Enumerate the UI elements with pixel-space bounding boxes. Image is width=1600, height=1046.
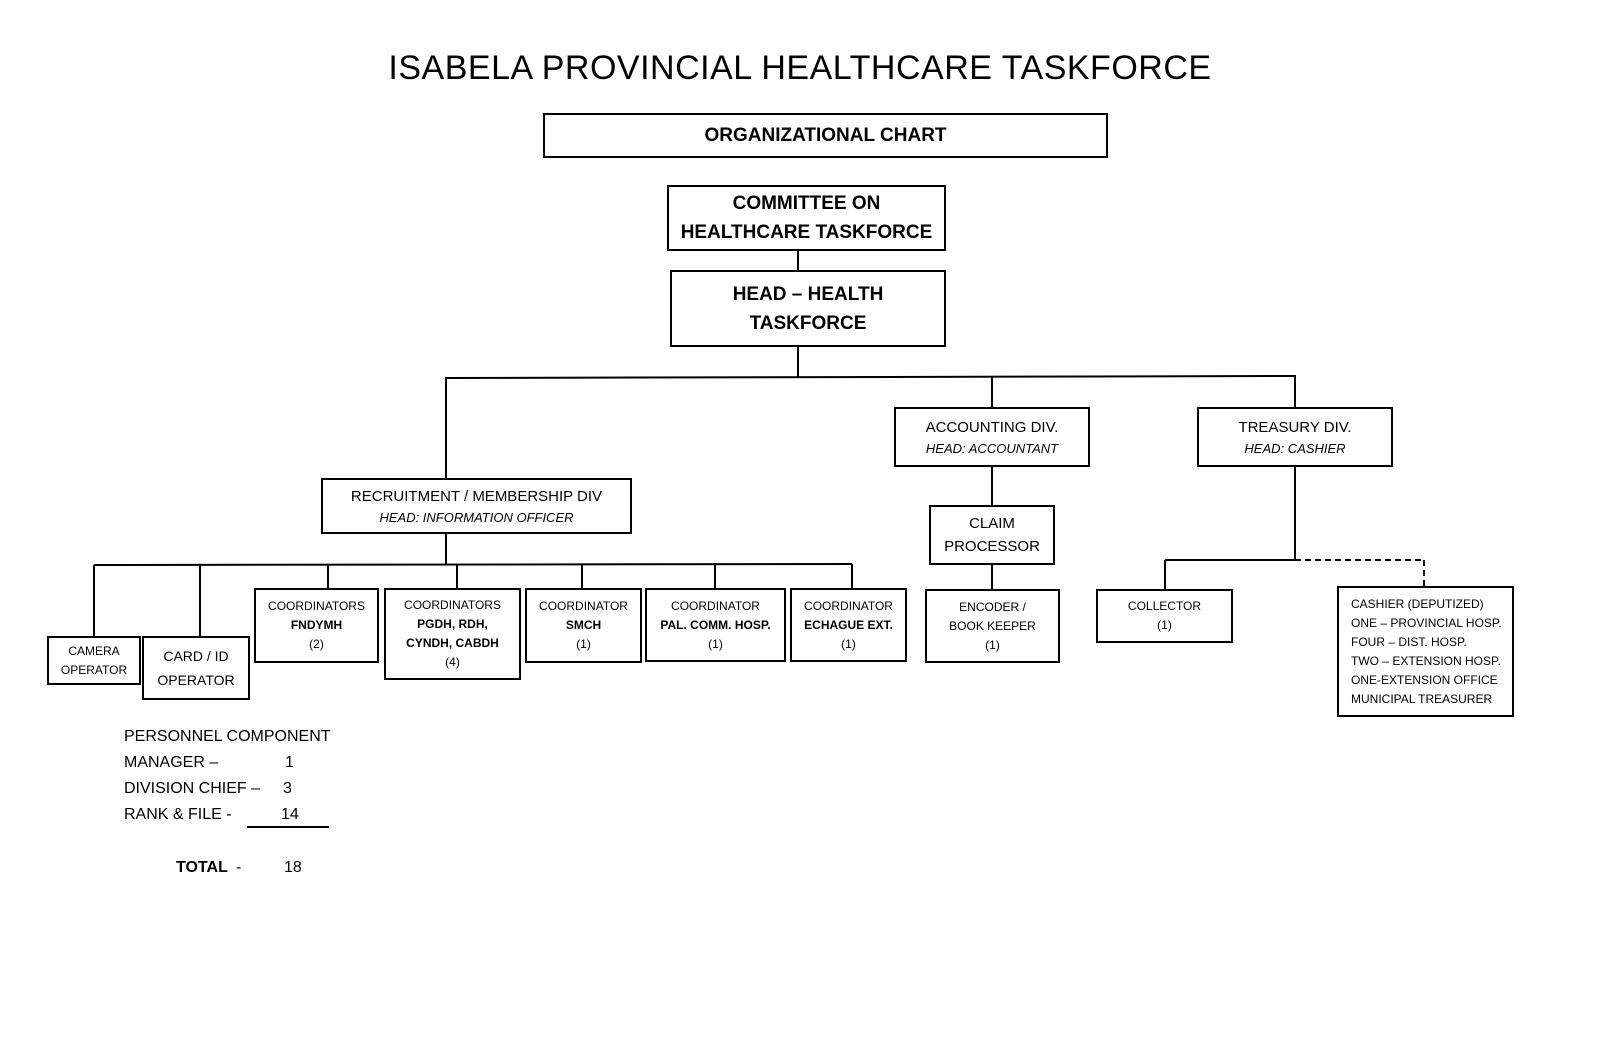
camera-operator-box <box>47 636 141 685</box>
personnel-row-label: DIVISION CHIEF – <box>124 780 261 797</box>
coordinator-unit: SMCH <box>565 618 602 632</box>
coordinator-unit: CYNDH, CABDH <box>406 636 499 650</box>
coordinator-unit: FNDYMH <box>290 618 343 632</box>
committee-line2: HEALTHCARE TASKFORCE <box>680 222 933 243</box>
card-operator-box <box>142 636 250 700</box>
coordinator-count: (2) <box>309 637 324 651</box>
card-operator-line1: CARD / ID <box>163 648 229 664</box>
recruitment-division-name: RECRUITMENT / MEMBERSHIP DIV <box>350 487 603 505</box>
coordinator-box-fndymh <box>254 588 379 663</box>
accounting-division-name: ACCOUNTING DIV. <box>925 418 1059 436</box>
treasury-division-head: HEAD: CASHIER <box>1244 440 1346 456</box>
coordinator-label: COORDINATORS <box>404 598 501 612</box>
head-box <box>670 270 946 347</box>
coordinator-count: (4) <box>445 655 460 669</box>
accounting-division-head: HEAD: ACCOUNTANT <box>925 440 1059 456</box>
cashier-deputized-box <box>1337 586 1514 717</box>
personnel-total-separator: - <box>236 859 242 876</box>
personnel-row-value: 1 <box>285 754 294 771</box>
encoder-box <box>925 589 1060 663</box>
coordinator-unit: ECHAGUE EXT. <box>804 617 893 632</box>
coordinator-label: COORDINATOR <box>804 598 893 613</box>
committee-box <box>667 185 946 251</box>
personnel-row-label: RANK & FILE - <box>124 806 232 823</box>
encoder-count: (1) <box>985 637 1000 652</box>
treasury-division-box <box>1197 407 1393 467</box>
treasury-division-name: TREASURY DIV. <box>1238 418 1352 436</box>
collector-box <box>1096 589 1233 643</box>
coordinator-unit: PGDH, RDH, <box>417 617 488 631</box>
committee-line1: COMMITTEE ON <box>732 193 881 214</box>
encoder-line1: ENCODER / <box>959 599 1026 614</box>
cashier-line: ONE – PROVINCIAL HOSP. <box>1351 615 1502 630</box>
coordinator-box-pgdh <box>384 588 521 680</box>
personnel-total-label: TOTAL <box>176 859 228 876</box>
coordinator-unit: PAL. COMM. HOSP. <box>660 617 771 632</box>
collector-count: (1) <box>1157 618 1172 632</box>
cashier-line: FOUR – DIST. HOSP. <box>1351 634 1467 649</box>
coordinator-box-smch <box>525 588 642 663</box>
coordinator-count: (1) <box>576 637 591 651</box>
personnel-row-value: 14 <box>281 806 299 823</box>
head-label: HEAD – HEALTH TASKFORCE <box>732 284 884 334</box>
coordinator-label: COORDINATOR <box>539 599 628 613</box>
personnel-total-value: 18 <box>284 859 302 876</box>
claim-processor-line1: CLAIM <box>969 515 1015 532</box>
personnel-row-label: MANAGER – <box>124 754 219 771</box>
coordinator-count: (1) <box>841 636 856 651</box>
claim-processor-line2: PROCESSOR <box>944 538 1040 555</box>
page-title: ISABELA PROVINCIAL HEALTHCARE TASKFORCE <box>388 49 1212 87</box>
cashier-line: TWO – EXTENSION HOSP. <box>1351 653 1501 668</box>
recruitment-division-box <box>321 478 632 534</box>
card-operator-line2: OPERATOR <box>157 672 235 688</box>
recruitment-division-head: HEAD: INFORMATION OFFICER <box>379 509 574 525</box>
collector-label: COLLECTOR <box>1127 599 1202 613</box>
personnel-row-value: 3 <box>283 780 292 797</box>
coordinator-box-pal-comm <box>645 588 786 662</box>
coordinator-count: (1) <box>708 636 723 651</box>
chart-label-box <box>543 113 1108 158</box>
camera-operator-line1: CAMERA <box>68 643 120 658</box>
cashier-title: CASHIER (DEPUTIZED) <box>1351 596 1484 611</box>
chart-label: ORGANIZATIONAL CHART <box>704 125 947 146</box>
accounting-division-box <box>894 407 1090 467</box>
coordinator-label: COORDINATOR <box>671 598 760 613</box>
camera-operator-line2: OPERATOR <box>60 662 128 677</box>
coordinator-box-echague <box>790 588 907 662</box>
claim-processor-box <box>929 505 1055 565</box>
personnel-heading: PERSONNEL COMPONENT <box>124 728 331 745</box>
cashier-line: ONE-EXTENSION OFFICE <box>1351 672 1498 687</box>
encoder-line2: BOOK KEEPER <box>949 618 1036 633</box>
coordinator-label: COORDINATORS <box>268 599 365 613</box>
cashier-line: MUNICIPAL TREASURER <box>1351 691 1493 706</box>
